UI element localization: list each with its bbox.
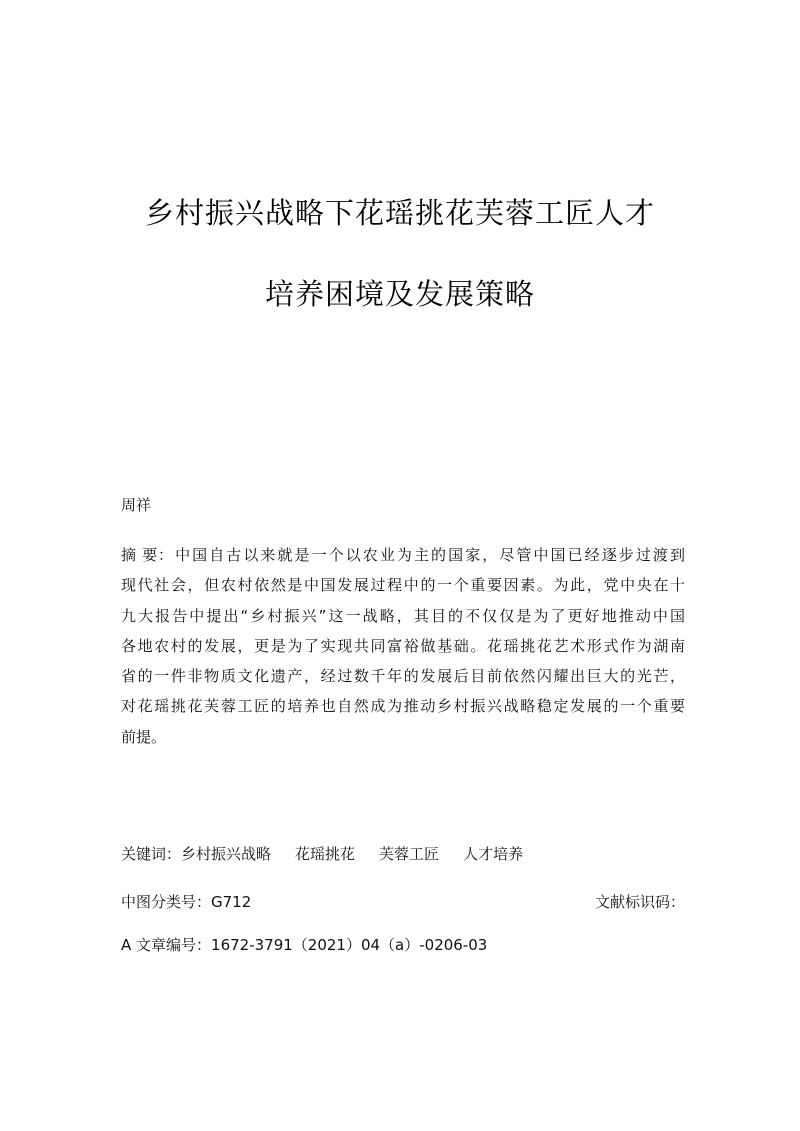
keywords-label: 关键词： <box>121 845 182 863</box>
abstract-line: 对花瑶挑花芙蓉工匠的培养也自然成为推动乡村振兴战略稳定发展的一个重要 <box>121 697 685 716</box>
abstract-line: 前提。 <box>121 727 167 746</box>
abstract-line: 省的一件非物质文化遗产，经过数千年的发展后目前依然闪耀出巨大的光芒， <box>121 667 685 686</box>
keyword-item: 芙蓉工匠 <box>379 845 440 863</box>
abstract-line <box>121 540 685 570</box>
author-name: 周祥 <box>121 496 152 514</box>
abstract-line: 九大报告中提出“乡村振兴”这一战略，其目的不仅仅是为了更好地推动中国 <box>121 606 685 625</box>
abstract-text: 中国自古以来就是一个以农业为主的国家，尽管中国已经逐步过渡到 <box>173 546 685 564</box>
keywords-row <box>121 843 685 864</box>
article-number: A 文章编号：1672-3791（2021）04（a）-0206-03 <box>121 936 488 954</box>
keyword-item: 乡村振兴战略 <box>181 845 272 863</box>
abstract-label: 摘 要： <box>121 546 173 564</box>
clc-number: 中图分类号：G712 <box>121 893 252 911</box>
paper-title-line-1: 乡村振兴战略下花瑶挑花芙蓉工匠人才 <box>144 196 655 230</box>
keyword-item: 花瑶挑花 <box>295 845 356 863</box>
document-code-label: 文献标识码： <box>594 893 685 911</box>
abstract-line: 现代社会，但农村依然是中国发展过程中的一个重要因素。为此，党中央在十 <box>121 576 685 595</box>
paper-title-line-2: 培养困境及发展策略 <box>264 277 535 311</box>
abstract-section <box>121 540 685 752</box>
keyword-item: 人才培养 <box>463 845 524 863</box>
classification-row <box>121 891 685 913</box>
abstract-line: 各地农村的发展，更是为了实现共同富裕做基础。花瑶挑花艺术形式作为湖南 <box>121 636 685 655</box>
